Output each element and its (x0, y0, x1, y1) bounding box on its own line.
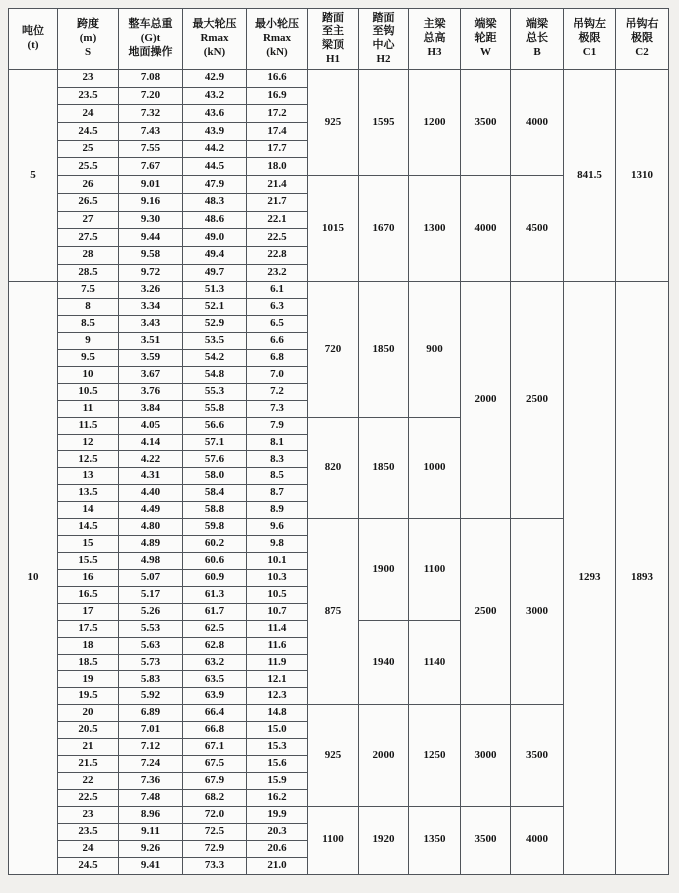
cell-weight: 7.55 (119, 140, 183, 158)
cell-rmax: 52.1 (183, 299, 247, 316)
cell-b: 3000 (511, 519, 564, 705)
cell-span: 15 (58, 536, 119, 553)
cell-w: 3000 (461, 705, 511, 807)
cell-tonnage: 5 (9, 70, 58, 282)
cell-rmin: 10.7 (247, 603, 308, 620)
table-header (9, 9, 669, 70)
cell-span: 9.5 (58, 349, 119, 366)
cell-weight: 7.43 (119, 123, 183, 141)
cell-rmin: 11.6 (247, 637, 308, 654)
cell-weight: 5.63 (119, 637, 183, 654)
cell-span: 16 (58, 569, 119, 586)
cell-rmax: 58.8 (183, 502, 247, 519)
cell-span: 21.5 (58, 756, 119, 773)
cell-rmax: 47.9 (183, 176, 247, 194)
cell-span: 11 (58, 400, 119, 417)
cell-weight: 3.67 (119, 366, 183, 383)
cell-h3: 1350 (409, 806, 461, 874)
cell-rmax: 48.3 (183, 193, 247, 211)
cell-rmin: 14.8 (247, 705, 308, 722)
cell-rmax: 54.2 (183, 349, 247, 366)
cell-rmin: 12.3 (247, 688, 308, 705)
cell-weight: 3.26 (119, 282, 183, 299)
cell-rmax: 43.2 (183, 87, 247, 105)
cell-rmax: 44.5 (183, 158, 247, 176)
cell-weight: 7.48 (119, 789, 183, 806)
cell-c2: 1310 (616, 70, 669, 282)
col-header-c1: 吊钩左 极限 C1 (564, 9, 616, 70)
section-5t (9, 70, 669, 282)
table-row (9, 70, 669, 88)
cell-weight: 5.92 (119, 688, 183, 705)
cell-rmin: 8.1 (247, 434, 308, 451)
cell-w: 2000 (461, 282, 511, 519)
cell-span: 14 (58, 502, 119, 519)
cell-rmin: 7.0 (247, 366, 308, 383)
cell-weight: 5.07 (119, 569, 183, 586)
cell-rmin: 21.7 (247, 193, 308, 211)
cell-rmax: 63.5 (183, 671, 247, 688)
cell-h2: 1595 (359, 70, 409, 176)
cell-span: 17.5 (58, 620, 119, 637)
cell-span: 28.5 (58, 264, 119, 282)
cell-span: 12 (58, 434, 119, 451)
cell-rmin: 15.9 (247, 772, 308, 789)
cell-span: 12.5 (58, 451, 119, 468)
cell-rmin: 8.9 (247, 502, 308, 519)
cell-weight: 7.20 (119, 87, 183, 105)
cell-rmin: 22.8 (247, 246, 308, 264)
cell-rmin: 19.9 (247, 806, 308, 823)
cell-w: 4000 (461, 176, 511, 282)
cell-b: 4000 (511, 806, 564, 874)
cell-rmax: 48.6 (183, 211, 247, 229)
cell-rmax: 43.9 (183, 123, 247, 141)
cell-span: 23.5 (58, 823, 119, 840)
cell-h2: 1900 (359, 519, 409, 621)
cell-rmax: 63.2 (183, 654, 247, 671)
cell-b: 3500 (511, 705, 564, 807)
cell-weight: 7.67 (119, 158, 183, 176)
cell-h1: 925 (308, 70, 359, 176)
cell-h3: 1300 (409, 176, 461, 282)
cell-rmax: 66.8 (183, 722, 247, 739)
cell-weight: 9.11 (119, 823, 183, 840)
cell-rmax: 42.9 (183, 70, 247, 88)
cell-weight: 7.08 (119, 70, 183, 88)
cell-span: 22 (58, 772, 119, 789)
cell-weight: 9.72 (119, 264, 183, 282)
cell-span: 18 (58, 637, 119, 654)
cell-rmax: 49.4 (183, 246, 247, 264)
cell-weight: 7.01 (119, 722, 183, 739)
cell-rmin: 20.3 (247, 823, 308, 840)
cell-weight: 5.26 (119, 603, 183, 620)
cell-w: 3500 (461, 806, 511, 874)
cell-rmin: 9.6 (247, 519, 308, 536)
cell-span: 25 (58, 140, 119, 158)
cell-rmin: 16.2 (247, 789, 308, 806)
cell-rmax: 51.3 (183, 282, 247, 299)
cell-c2: 1893 (616, 282, 669, 874)
cell-weight: 5.53 (119, 620, 183, 637)
cell-rmin: 9.8 (247, 536, 308, 553)
cell-rmin: 17.2 (247, 105, 308, 123)
cell-weight: 4.80 (119, 519, 183, 536)
cell-h3: 1100 (409, 519, 461, 621)
cell-h2: 1940 (359, 620, 409, 705)
cell-weight: 4.22 (119, 451, 183, 468)
cell-rmax: 60.9 (183, 569, 247, 586)
cell-span: 17 (58, 603, 119, 620)
crane-spec-table (8, 8, 669, 875)
cell-rmax: 43.6 (183, 105, 247, 123)
cell-span: 7.5 (58, 282, 119, 299)
cell-weight: 3.43 (119, 316, 183, 333)
cell-h3: 1000 (409, 417, 461, 519)
cell-weight: 9.41 (119, 857, 183, 874)
cell-rmin: 18.0 (247, 158, 308, 176)
cell-rmin: 7.2 (247, 383, 308, 400)
cell-h1: 1015 (308, 176, 359, 282)
cell-rmax: 63.9 (183, 688, 247, 705)
cell-b: 4000 (511, 70, 564, 176)
cell-weight: 7.32 (119, 105, 183, 123)
col-header-b: 端梁 总长 B (511, 9, 564, 70)
cell-rmin: 22.1 (247, 211, 308, 229)
header-row (9, 9, 669, 70)
cell-span: 8 (58, 299, 119, 316)
cell-weight: 7.36 (119, 772, 183, 789)
cell-rmax: 68.2 (183, 789, 247, 806)
cell-rmin: 21.4 (247, 176, 308, 194)
col-header-w: 端梁 轮距 W (461, 9, 511, 70)
cell-span: 25.5 (58, 158, 119, 176)
cell-rmin: 12.1 (247, 671, 308, 688)
cell-span: 27 (58, 211, 119, 229)
cell-weight: 9.01 (119, 176, 183, 194)
cell-span: 23 (58, 806, 119, 823)
cell-weight: 3.59 (119, 349, 183, 366)
cell-h2: 1670 (359, 176, 409, 282)
cell-span: 27.5 (58, 229, 119, 247)
col-header-span: 跨度 (m) S (58, 9, 119, 70)
cell-rmax: 67.9 (183, 772, 247, 789)
col-header-tonnage: 吨位 (t) (9, 9, 58, 70)
cell-weight: 4.31 (119, 468, 183, 485)
cell-weight: 9.26 (119, 840, 183, 857)
cell-span: 9 (58, 333, 119, 350)
cell-h1: 820 (308, 417, 359, 519)
cell-weight: 9.30 (119, 211, 183, 229)
cell-span: 22.5 (58, 789, 119, 806)
cell-rmax: 72.5 (183, 823, 247, 840)
cell-rmin: 17.7 (247, 140, 308, 158)
cell-rmin: 16.6 (247, 70, 308, 88)
cell-rmin: 6.3 (247, 299, 308, 316)
cell-rmax: 49.7 (183, 264, 247, 282)
cell-span: 13 (58, 468, 119, 485)
cell-weight: 4.05 (119, 417, 183, 434)
cell-rmax: 57.1 (183, 434, 247, 451)
cell-h1: 875 (308, 519, 359, 705)
cell-rmax: 67.1 (183, 739, 247, 756)
cell-rmax: 60.2 (183, 536, 247, 553)
cell-span: 26.5 (58, 193, 119, 211)
cell-weight: 5.73 (119, 654, 183, 671)
cell-span: 10.5 (58, 383, 119, 400)
cell-rmin: 10.3 (247, 569, 308, 586)
cell-rmax: 56.6 (183, 417, 247, 434)
cell-rmin: 15.6 (247, 756, 308, 773)
cell-span: 26 (58, 176, 119, 194)
cell-span: 23.5 (58, 87, 119, 105)
cell-rmax: 62.8 (183, 637, 247, 654)
cell-rmax: 61.3 (183, 586, 247, 603)
cell-rmax: 55.8 (183, 400, 247, 417)
cell-h3: 1140 (409, 620, 461, 705)
cell-rmin: 6.6 (247, 333, 308, 350)
col-header-min-wheel-load: 最小轮压 Rmax (kN) (247, 9, 308, 70)
cell-h2: 1920 (359, 806, 409, 874)
cell-rmin: 6.8 (247, 349, 308, 366)
cell-rmin: 22.5 (247, 229, 308, 247)
cell-span: 24.5 (58, 857, 119, 874)
cell-rmax: 54.8 (183, 366, 247, 383)
cell-b: 4500 (511, 176, 564, 282)
cell-weight: 4.14 (119, 434, 183, 451)
cell-rmin: 6.5 (247, 316, 308, 333)
cell-weight: 9.58 (119, 246, 183, 264)
table-row (9, 282, 669, 299)
cell-h2: 2000 (359, 705, 409, 807)
cell-rmin: 7.9 (247, 417, 308, 434)
cell-rmax: 49.0 (183, 229, 247, 247)
cell-span: 24.5 (58, 123, 119, 141)
cell-rmin: 11.4 (247, 620, 308, 637)
cell-span: 14.5 (58, 519, 119, 536)
cell-rmax: 58.0 (183, 468, 247, 485)
cell-weight: 3.51 (119, 333, 183, 350)
cell-h1: 1100 (308, 806, 359, 874)
cell-rmin: 15.3 (247, 739, 308, 756)
cell-weight: 9.44 (119, 229, 183, 247)
cell-rmin: 8.7 (247, 485, 308, 502)
cell-span: 20.5 (58, 722, 119, 739)
cell-weight: 8.96 (119, 806, 183, 823)
cell-c1: 1293 (564, 282, 616, 874)
cell-h2: 1850 (359, 417, 409, 519)
col-header-max-wheel-load: 最大轮压 Rmax (kN) (183, 9, 247, 70)
cell-tonnage: 10 (9, 282, 58, 874)
cell-rmin: 20.6 (247, 840, 308, 857)
col-header-h1: 踏面 至主 梁顶 H1 (308, 9, 359, 70)
cell-rmax: 57.6 (183, 451, 247, 468)
cell-span: 23 (58, 70, 119, 88)
cell-b: 2500 (511, 282, 564, 519)
cell-span: 13.5 (58, 485, 119, 502)
cell-weight: 4.89 (119, 536, 183, 553)
cell-span: 11.5 (58, 417, 119, 434)
cell-rmin: 7.3 (247, 400, 308, 417)
cell-weight: 4.49 (119, 502, 183, 519)
cell-span: 18.5 (58, 654, 119, 671)
cell-span: 24 (58, 105, 119, 123)
cell-rmin: 23.2 (247, 264, 308, 282)
cell-weight: 6.89 (119, 705, 183, 722)
cell-rmax: 60.6 (183, 553, 247, 570)
cell-span: 20 (58, 705, 119, 722)
cell-weight: 3.34 (119, 299, 183, 316)
cell-h3: 1200 (409, 70, 461, 176)
cell-h3: 1250 (409, 705, 461, 807)
cell-rmin: 17.4 (247, 123, 308, 141)
cell-weight: 5.17 (119, 586, 183, 603)
cell-rmin: 15.0 (247, 722, 308, 739)
cell-rmin: 16.9 (247, 87, 308, 105)
cell-rmin: 8.5 (247, 468, 308, 485)
cell-rmin: 11.9 (247, 654, 308, 671)
cell-weight: 4.40 (119, 485, 183, 502)
cell-weight: 7.12 (119, 739, 183, 756)
col-header-h3: 主梁 总高 H3 (409, 9, 461, 70)
cell-rmax: 59.8 (183, 519, 247, 536)
cell-rmax: 66.4 (183, 705, 247, 722)
col-header-h2: 踏面 至钩 中心 H2 (359, 9, 409, 70)
cell-rmax: 58.4 (183, 485, 247, 502)
cell-rmin: 8.3 (247, 451, 308, 468)
cell-rmax: 53.5 (183, 333, 247, 350)
cell-rmax: 44.2 (183, 140, 247, 158)
cell-span: 16.5 (58, 586, 119, 603)
cell-h1: 925 (308, 705, 359, 807)
cell-span: 28 (58, 246, 119, 264)
cell-weight: 5.83 (119, 671, 183, 688)
cell-rmax: 55.3 (183, 383, 247, 400)
cell-weight: 9.16 (119, 193, 183, 211)
cell-h1: 720 (308, 282, 359, 417)
cell-rmax: 73.3 (183, 857, 247, 874)
cell-rmin: 6.1 (247, 282, 308, 299)
cell-weight: 4.98 (119, 553, 183, 570)
cell-span: 19 (58, 671, 119, 688)
cell-rmin: 10.5 (247, 586, 308, 603)
cell-rmax: 72.9 (183, 840, 247, 857)
cell-span: 24 (58, 840, 119, 857)
cell-span: 19.5 (58, 688, 119, 705)
section-10t (9, 282, 669, 874)
cell-h2: 1850 (359, 282, 409, 417)
col-header-total-weight: 整车总重 (G)t 地面操作 (119, 9, 183, 70)
cell-rmin: 21.0 (247, 857, 308, 874)
cell-rmin: 10.1 (247, 553, 308, 570)
cell-h3: 900 (409, 282, 461, 417)
cell-w: 2500 (461, 519, 511, 705)
cell-c1: 841.5 (564, 70, 616, 282)
cell-rmax: 72.0 (183, 806, 247, 823)
cell-span: 15.5 (58, 553, 119, 570)
cell-rmax: 52.9 (183, 316, 247, 333)
cell-span: 21 (58, 739, 119, 756)
cell-w: 3500 (461, 70, 511, 176)
cell-rmax: 62.5 (183, 620, 247, 637)
cell-weight: 7.24 (119, 756, 183, 773)
cell-weight: 3.84 (119, 400, 183, 417)
cell-span: 8.5 (58, 316, 119, 333)
cell-rmax: 67.5 (183, 756, 247, 773)
cell-span: 10 (58, 366, 119, 383)
cell-weight: 3.76 (119, 383, 183, 400)
cell-rmax: 61.7 (183, 603, 247, 620)
col-header-c2: 吊钩右 极限 C2 (616, 9, 669, 70)
